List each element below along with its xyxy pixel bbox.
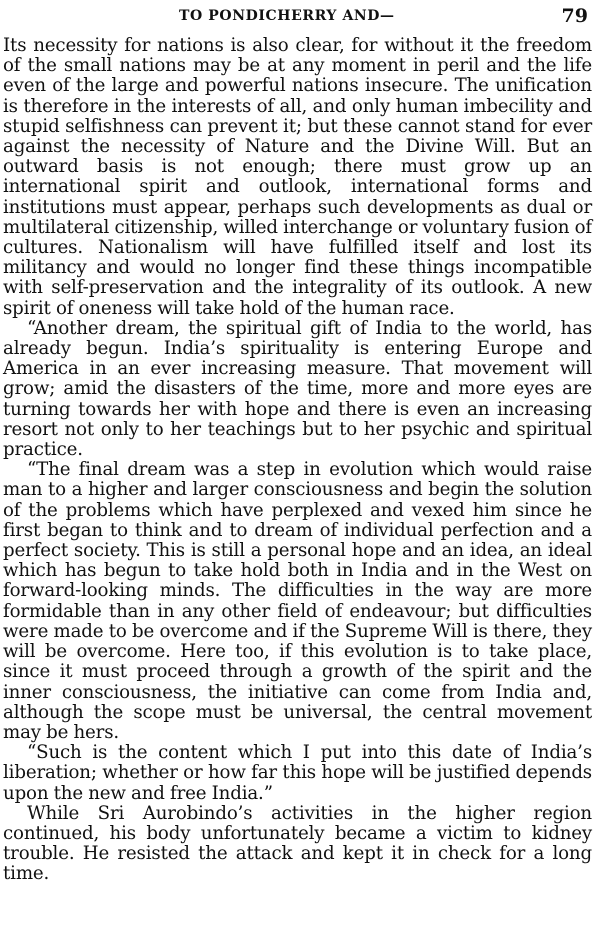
paragraph-kidney-trouble: While Sri Aurobindo’s activities in the higher region continued, his body unfortunately became a victim to kidney trouble. He resisted the attack and kept it in check for a long time. [3, 802, 592, 885]
paragraph-unification: Its necessity for nations is also clear, for without it the freedom of the small nations may be at any moment in peril and the life even of the large and powerful nations insecure. The unification is therefore in the interests of all, and only human imbecility and stupid selfishness can prevent it; but these cannot stand for ever against the necessity of Nature and the Divine Will. But an outward basis is not enough; there must grow up an international spirit and outlook, international forms and institutions must appear, perhaps such developments as dual or multilateral citizenship, willed interchange or voluntary fusion of cultures. Nationalism will have fulfilled itself and lost its militancy and would no longer find these things incompatible with self-preservation and the integrality of its outlook. A new spirit of oneness will take hold of the human race. [3, 35, 592, 319]
paragraph-content-of-liberation: “Such is the content which I put into this date of India’s liberation; whether or how far this hope will be justified depends upon the new and free India.” [3, 742, 592, 804]
paragraph-final-dream: “The final dream was a step in evolution which would raise man to a higher and larger consciousness and begin the solution of the problems which have perplexed and vexed him since he first began to think and to dream of individual perfection and a perfect society. This is still a personal hope and an idea, an ideal which has begun to take hold both in India and in the West on forward-looking minds. The difficulties in the way are more formidable than in any other field of endeavour; but difficulties were made to be overcome and if the Supreme Will is there, they will be overcome. Here too, if this evolution is to take place, since it must proceed through a growth of the spirit and the inner consciousness, the initiative can come from India and, although the scope must be universal, the central movement may be hers. [3, 459, 592, 743]
body-text [3, 36, 592, 885]
page-number: 79 [561, 5, 588, 27]
running-title: TO PONDICHERRY AND— [179, 8, 395, 24]
running-head [3, 4, 592, 28]
paragraph-spiritual-gift: “Another dream, the spiritual gift of India to the world, has already begun. India’s spirituality is entering Europe and America in an ever increasing measure. That movement will grow; amid the disasters of the time, more and more eyes are turning towards her with hope and there is even an increasing resort not only to her teachings but to her psychic and spiritual practice. [3, 317, 592, 461]
